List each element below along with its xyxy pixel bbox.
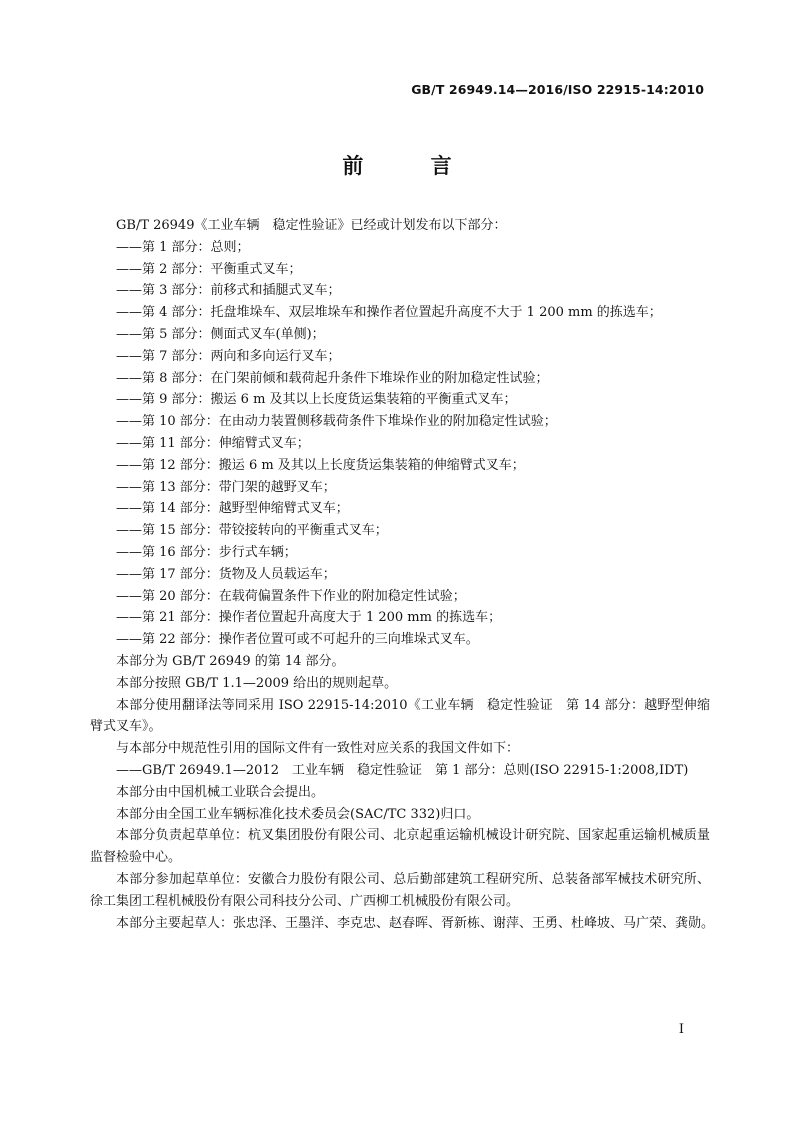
list-item: ——第 1 部分：总则；: [116, 239, 250, 255]
paragraph: 本部分主要起草人：张忠泽、王墨洋、李克忠、赵春晖、胥新栋、谢萍、王勇、杜峰坡、马广荣、龚勋。: [116, 915, 715, 931]
list-item: ——第 21 部分：操作者位置起升高度大于 1 200 mm 的拣选车；: [116, 610, 502, 626]
list-item: ——第 22 部分：操作者位置可或不可起升的三向堆垛式叉车。: [116, 632, 479, 648]
foreword-body: [90, 215, 715, 934]
list-item: ——第 16 部分：步行式车辆；: [116, 544, 297, 560]
paragraph: 本部分按照 GB/T 1.1—2009 给出的规则起草。: [116, 675, 398, 691]
paragraph: 本部分参加起草单位：安徽合力股份有限公司、总后勤部建筑工程研究所、总装备部军械技术研究所、徐工集团工程机械股份有限公司科技分公司、广西柳工机械股份有限公司。: [90, 871, 710, 909]
list-item: ——第 13 部分：带门架的越野叉车；: [116, 479, 336, 495]
paragraph: 本部分由中国机械工业联合会提出。: [116, 784, 325, 800]
paragraph: 本部分负责起草单位：杭叉集团股份有限公司、北京起重运输机械设计研究院、国家起重运输机械质量监督检验中心。: [90, 828, 710, 866]
paragraph: 本部分使用翻译法等同采用 ISO 22915-14:2010《工业车辆 稳定性验证 第 14 部分：越野型伸缩臂式叉车》。: [90, 697, 710, 735]
paragraph: 本部分为 GB/T 26949 的第 14 部分。: [116, 653, 345, 669]
list-item: ——第 15 部分：带铰接转向的平衡重式叉车；: [116, 523, 388, 539]
paragraph: 本部分由全国工业车辆标准化技术委员会(SAC/TC 332)归口。: [116, 806, 480, 822]
list-item: ——第 5 部分：侧面式叉车(单侧)；: [116, 326, 325, 342]
list-item: ——第 11 部分：伸缩臂式叉车；: [116, 435, 310, 451]
list-item: ——第 14 部分：越野型伸缩臂式叉车；: [116, 501, 349, 517]
list-item: ——第 17 部分：货物及人员载运车；: [116, 566, 336, 582]
page-title: 前 言: [342, 154, 482, 178]
list-item: ——第 10 部分：在由动力装置侧移载荷条件下堆垛作业的附加稳定性试验；: [116, 414, 557, 430]
list-item: ——第 12 部分：搬运 6 m 及其以上长度货运集装箱的伸缩臂式叉车；: [116, 457, 525, 473]
standard-code-header: GB/T 26949.14—2016/ISO 22915-14:2010: [411, 82, 704, 97]
list-item: ——第 2 部分：平衡重式叉车；: [116, 261, 302, 277]
paragraph: 与本部分中规范性引用的国际文件有一致性对应关系的我国文件如下：: [116, 741, 520, 757]
list-item: ——第 7 部分：两向和多向运行叉车；: [116, 348, 341, 364]
list-item: ——第 4 部分：托盘堆垛车、双层堆垛车和操作者位置起升高度不大于 1 200 mm 的拣选车；: [116, 305, 662, 321]
list-item: ——第 3 部分：前移式和插腿式叉车；: [116, 283, 341, 299]
list-item: ——GB/T 26949.1—2012 工业车辆 稳定性验证 第 1 部分：总则(ISO 22915-1:2008,IDT): [116, 762, 689, 778]
list-item: ——第 8 部分：在门架前倾和载荷起升条件下堆垛作业的附加稳定性试验；: [116, 370, 549, 386]
page-number: I: [678, 1022, 684, 1037]
list-item: ——第 9 部分：搬运 6 m 及其以上长度货运集装箱的平衡重式叉车；: [116, 392, 517, 408]
list-item: ——第 20 部分：在载荷偏置条件下作业的附加稳定性试验；: [116, 588, 466, 604]
paragraph: GB/T 26949《工业车辆 稳定性验证》已经或计划发布以下部分：: [116, 218, 507, 233]
